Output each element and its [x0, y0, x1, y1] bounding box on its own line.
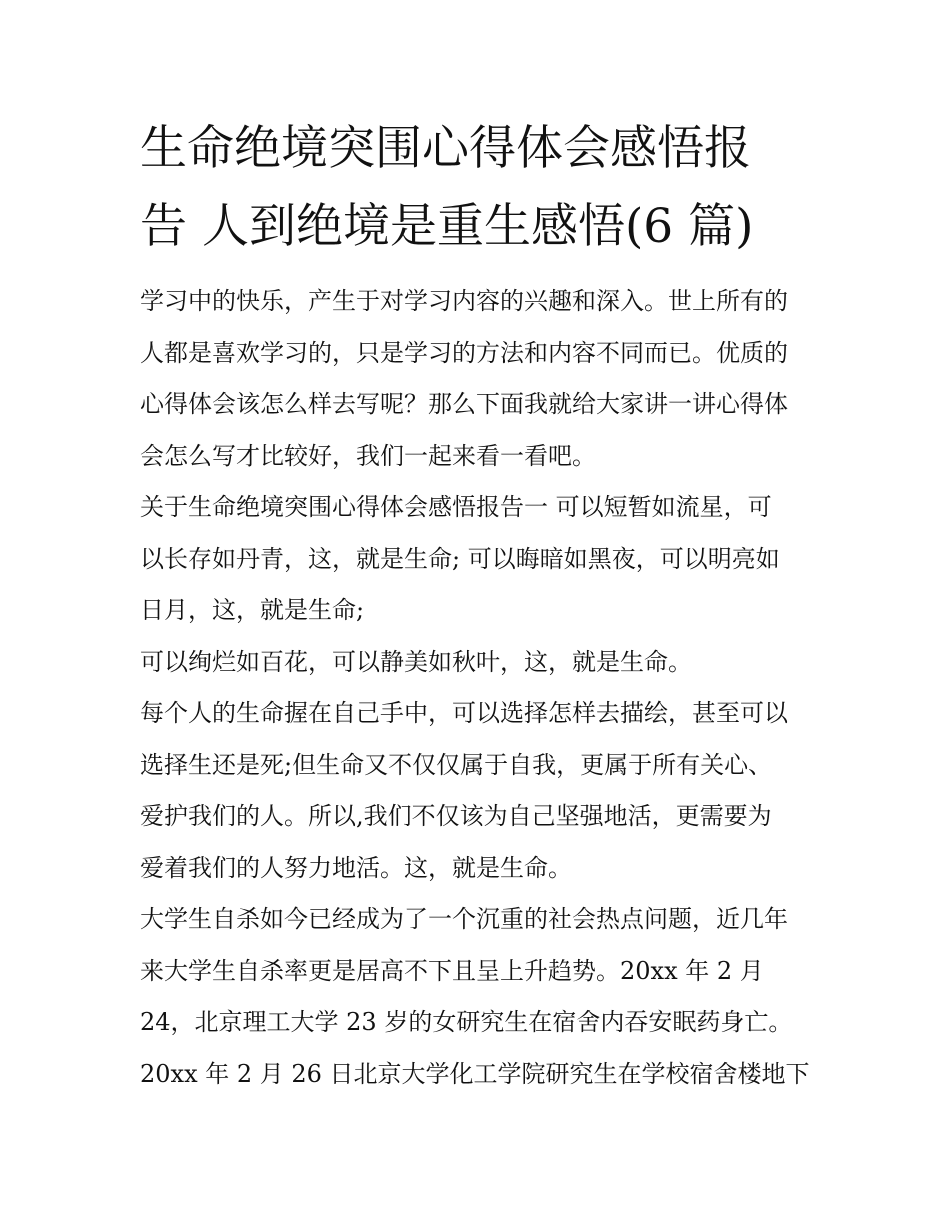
- body-line: 可以绚烂如百花，可以静美如秋叶，这，就是生命。: [140, 647, 692, 676]
- body-line: 爱着我们的人努力地活。这，就是生命。: [140, 853, 572, 882]
- document-title: [140, 110, 820, 266]
- title-line: 告 人到绝境是重生感悟(6 篇): [140, 199, 754, 254]
- body-line: 会怎么写才比较好，我们一起来看一看吧。: [140, 441, 596, 470]
- body-line: 来大学生自杀率更是居高不下且呈上升趋势。20xx 年 2 月: [140, 956, 764, 985]
- body-line: 大学生自杀如今已经成为了一个沉重的社会热点问题，近几年: [140, 905, 788, 933]
- body-line: 关于生命绝境突围心得体会感悟报告一 可以短暂如流星，可: [140, 493, 772, 521]
- body-line: 以长存如丹青，这，就是生命; 可以晦暗如黑夜，可以明亮如: [140, 544, 780, 573]
- body-line: 24，北京理工大学 23 岁的女研究生在宿舍内吞安眠药身亡。: [140, 1008, 793, 1036]
- title-line: 生命绝境突围心得体会感悟报: [140, 121, 751, 176]
- body-line: 爱护我们的人。所以,我们不仅该为自己坚强地活，更需要为: [140, 802, 772, 830]
- body-line: 选择生还是死;但生命又不仅仅属于自我，更属于所有关心、: [140, 750, 773, 779]
- body-line: 人都是喜欢学习的，只是学习的方法和内容不同而已。优质的: [140, 338, 788, 367]
- body-line: 日月，这，就是生命;: [140, 596, 365, 624]
- document-body: [140, 276, 820, 1100]
- body-line: 每个人的生命握在自己手中，可以选择怎样去描绘，甚至可以: [140, 699, 788, 727]
- document-page: [140, 110, 820, 1100]
- body-line: 20xx 年 2 月 26 日北京大学化工学院研究生在学校宿舍楼地下: [140, 1059, 810, 1088]
- body-line: 心得体会该怎么样去写呢？那么下面我就给大家讲一讲心得体: [140, 390, 788, 418]
- body-line: 学习中的快乐，产生于对学习内容的兴趣和深入。世上所有的: [140, 287, 788, 315]
